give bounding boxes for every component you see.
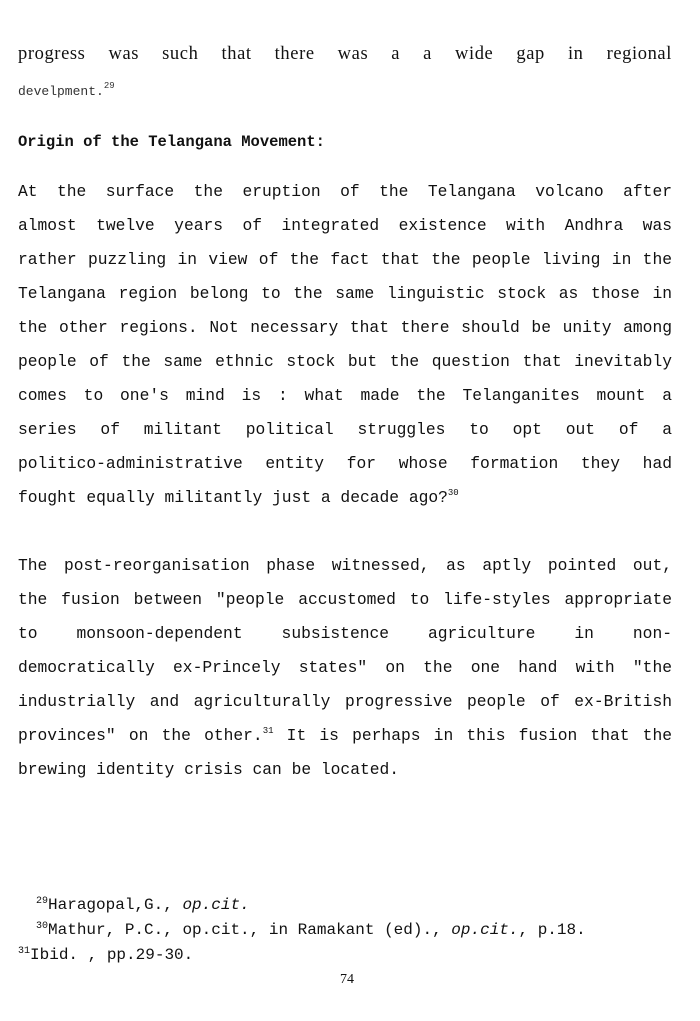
line-text: democratically ex-Princely states" on the one hand with "the — [18, 658, 672, 677]
footnote — [18, 946, 193, 964]
footnote — [36, 921, 586, 939]
footnote-number: 31 — [18, 946, 31, 957]
text-line — [18, 82, 672, 102]
text-line — [18, 284, 672, 304]
text-line — [18, 760, 672, 780]
text-line — [18, 556, 672, 576]
footnote-ref: 31 — [262, 726, 274, 736]
line-text: the other regions. Not necessary that there should be unity among — [18, 318, 672, 337]
line-text: It is perhaps in this fusion that the — [273, 726, 672, 745]
line-text: almost twelve years of integrated existence with Andhra was — [18, 216, 672, 235]
line-text: fought equally militantly just a decade ago? — [18, 488, 448, 507]
page-number: 74 — [340, 972, 354, 987]
footnote-number: 29 — [36, 896, 49, 907]
line-text: people of the same ethnic stock but the question that inevitably — [18, 352, 672, 371]
footnote-number: 30 — [36, 921, 49, 932]
footnote-ref: 30 — [447, 488, 459, 498]
text-line — [18, 488, 672, 508]
line-text: to monsoon-dependent subsistence agriculture in non- — [18, 624, 672, 643]
line-text: provinces" on the other. — [18, 726, 263, 745]
line-text: At the surface the eruption of the Telangana volcano after — [18, 182, 672, 201]
footnote-text: Haragopal,G., — [48, 896, 183, 914]
text-line — [18, 216, 672, 236]
text-line — [18, 590, 672, 610]
footnote-ref: 29 — [103, 81, 115, 91]
text-line — [18, 420, 672, 440]
text-line — [18, 658, 672, 678]
section-heading — [18, 132, 672, 152]
line-text: develpment. — [18, 84, 104, 99]
line-text: comes to one's mind is : what made the Telanganites mount a — [18, 386, 672, 405]
footnote-text: , p.18. — [518, 921, 586, 939]
line-text: Origin of the Telangana Movement: — [18, 133, 325, 151]
footnote-italic: op.cit. — [451, 921, 519, 939]
line-text: industrially and agriculturally progressive people of ex-British — [18, 692, 672, 711]
footnote-text: Ibid. , pp.29-30. — [30, 946, 194, 964]
text-line — [18, 250, 672, 270]
line-text: brewing identity crisis can be located. — [18, 760, 400, 779]
footnote-italic: op.cit. — [182, 896, 250, 914]
line-text: rather puzzling in view of the fact that the people living in the — [18, 250, 672, 269]
line-text: series of militant political struggles to opt out of a — [18, 420, 672, 439]
line-text: Telangana region belong to the same linguistic stock as those in — [18, 284, 672, 303]
text-line — [18, 726, 672, 746]
line-text: the fusion between "people accustomed to life-styles appropriate — [18, 590, 672, 609]
footnote-text: Mathur, P.C., op.cit., in Ramakant (ed)., — [48, 921, 452, 939]
text-line — [18, 624, 672, 644]
text-line — [18, 352, 672, 372]
line-text: The post-reorganisation phase witnessed, as aptly pointed out, — [18, 556, 672, 575]
line-text: progress was such that there was a a wide gap in regional — [18, 44, 672, 64]
line-text: politico-administrative entity for whose formation they had — [18, 454, 672, 473]
text-line — [18, 318, 672, 338]
footnote — [36, 896, 250, 914]
text-line — [18, 44, 672, 64]
text-line — [18, 692, 672, 712]
text-line — [18, 182, 672, 202]
text-line — [18, 454, 672, 474]
text-line — [18, 386, 672, 406]
